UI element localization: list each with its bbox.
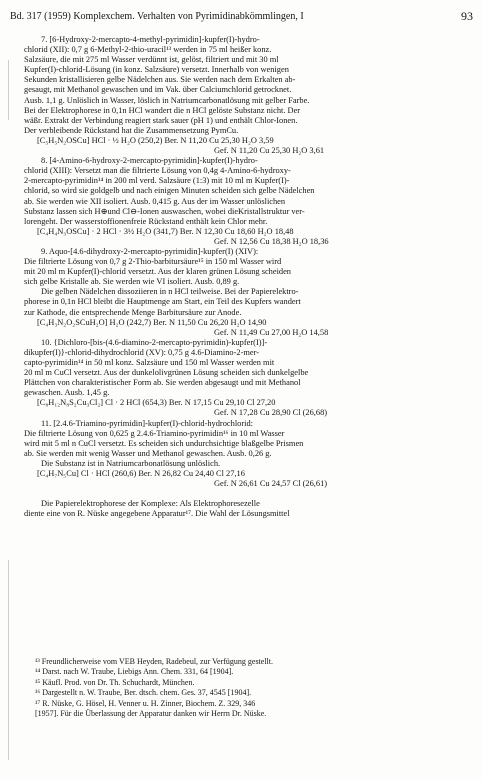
body-line: Gef. N 11,20 Cu 25,30 H₂O 3,61: [214, 146, 325, 156]
body-line: Die Substanz ist in Natriumcarbonatlösung unlöslich.: [41, 458, 221, 468]
body-line: Substanz lassen sich H⊕und Cl⊖-Ionen auswaschen, wobei dieKristallstruktur ver-: [24, 206, 305, 216]
body-line: capto-pyrimidin¹⁴ in 50 ml konz. Salzsäure und 150 ml Wasser werden mit: [24, 358, 275, 367]
body-line: [C₄H₇N₅Cu] Cl · HCl (260,6) Ber. N 26,82 Cu 24,40 Cl 27,16: [37, 469, 245, 479]
footnote: ¹⁵ Käufl. Prod. von Dr. Th. Schuchardt, München.: [35, 677, 195, 687]
body-line: Die filtrierte Lösung von 0,7 g 2-Thio-barbitursäure¹⁵ in 150 ml Wasser wird: [24, 257, 282, 267]
body-line: chlorid (XIII): Versetzt man die filtrierte Lösung von 0,4g 4-Amino-6-hydroxy-: [24, 166, 291, 176]
footnote: ¹⁶ Dargestellt n. W. Traube, Ber. dtsch. chem. Ges. 37, 4545 [1904].: [35, 688, 252, 698]
body-line: ab. Sie werden mit wenig Wasser und Methanol gewaschen. Ausb. 0,26 g.: [24, 448, 272, 458]
running-header-title: Bd. 317 (1959) Komplexchem. Verhalten von Pyrimidinabkömmlingen, I: [10, 11, 304, 22]
footnotes: [35, 657, 465, 719]
body-line: wird mit 5 ml n CuCl versetzt. Es scheiden sich undurchsichtige blaßgelbe Prismen: [24, 438, 304, 448]
body-line: 9. Aquo-[4.6-dihydroxy-2-mercapto-pyrimidin]-kupfer(I) (XIV):: [41, 246, 259, 256]
body-line: Die filtrierte Lösung von 0,625 g 2.4.6-Triamino-pyrimidin¹⁶ in 10 ml Wasser: [24, 428, 285, 438]
footnote: ¹⁷ R. Nüske, G. Hösel, H. Venner u. H. Zinner, Biochem. Z. 329, 346: [35, 698, 256, 708]
body-line: diente eine von R. Nüske angegebene Apparatur¹⁷. Die Wahl der Lösungsmittel: [24, 509, 290, 519]
body-line: lorengeht. Der wasserstoffionenfreie Rückstand enthält kein Chlor mehr.: [24, 216, 268, 226]
body-line: Salzsäure, die mit 275 ml Wasser verdünnt ist, gelöst, filtriert und mit 30 ml: [24, 55, 279, 65]
body-line: Die Papierelektrophorese der Komplexe: Als Elektrophoresezelle: [41, 499, 260, 509]
body-line: zur Kathode, die entsprechende Menge Barbitursäure zur Anode.: [24, 307, 242, 317]
body-line: [C₄H₃N₂O₂SCuH₂O] H₂O (242,7) Ber. N 11,50 Cu 26,20 H₂O 14,90: [37, 317, 267, 327]
body-line: [24, 489, 450, 499]
body-line: wäßr. Extrakt der Verbindung reagiert stark sauer (pH 1) und enthält Chlor-Ionen.: [24, 115, 298, 125]
body-line: 10. {Dichloro-[bis-(4.6-diamino-2-mercapto-pyrimidin)-kupfer(I)]-: [41, 337, 268, 347]
body-line: chlorid, so wird sie goldgelb und nach einigen Minuten scheiden sich gelbe Nädelchen: [24, 186, 315, 196]
body-line: mit 20 ml m Kupfer(I)-chlorid versetzt. Aus der klaren grünen Lösung scheiden: [24, 267, 291, 277]
body-line: sich gelbe Kristalle ab. Sie werden wie VI isoliert. Ausb. 0,89 g.: [24, 277, 240, 287]
body-line: dikupfer(I)}-chlorid-dihydrochlorid (XV): 0,75 g 4.6-Diamino-2-mer-: [24, 347, 260, 357]
body-line: Gef. N 17,28 Cu 28,90 Cl (26,68): [214, 408, 328, 418]
scan-edge-line-lower: [8, 560, 9, 760]
body-line: 11. [2.4.6-Triamino-pyrimidin]-kupfer(I)-chlorid-hydrochlorid:: [41, 418, 253, 428]
footnote: [1957]. Für die Überlassung der Apparatur danken wir Herrn Dr. Nüske.: [35, 708, 267, 718]
running-header: [10, 10, 473, 24]
footnote: ¹⁴ Darst. nach W. Traube, Liebigs Ann. Chem. 331, 64 [1904].: [35, 667, 234, 677]
scan-edge-line: [8, 60, 9, 120]
body-line: gewaschen. Ausb. 1,45 g.: [24, 388, 110, 398]
body-line: ab. Sie werden wie XII isoliert. Ausb. 0,415 g. Aus der im Wasser unlöslichen: [24, 196, 286, 206]
body-line: [C₈H₁₂N₈S₂Cu₃Cl₂] Cl · 2 HCl (654,3) Ber. N 17,15 Cu 29,10 Cl 27,20: [37, 398, 276, 408]
body-line: gesaugt, mit Methanol gewaschen und im Vak. über Calciumchlorid getrocknet.: [24, 85, 292, 95]
body-line: 8. [4-Amino-6-hydroxy-2-mercapto-pyrimidin]-kupfer(I)-hydro-: [41, 156, 258, 166]
body-line: Gef. N 11,49 Cu 27,00 H₂O 14,58: [214, 327, 329, 337]
body-line: 7. [6-Hydroxy-2-mercapto-4-methyl-pyrimidin]-kupfer(I)-hydro-: [41, 35, 260, 44]
body-line: Der verbleibende Rückstand hat die Zusammensetzung PymCu.: [24, 125, 239, 135]
body-line: Bei der Elektrophorese in 0,1n HCl wandert die n HCl gelöste Substanz nicht. Der: [24, 105, 301, 115]
body-line: Die gelben Nädelchen dissoziieren in n HCl teilweise. Bei der Papierelektro-: [41, 287, 299, 297]
body-line: Plättchen von charakteristischer Form ab. Sie werden abgesaugt und mit Methanol: [24, 378, 301, 388]
footnote: ¹³ Freundlicherweise vom VEB Heyden, Radebeul, zur Verfügung gestellt.: [35, 657, 273, 666]
body-line: Gef. N 26,61 Cu 24,57 Cl (26,61): [214, 479, 328, 489]
body-line: chlorid (XII): 0,7 g 6-Methyl-2-thio-uracil¹³ werden in 75 ml heißer konz.: [24, 45, 272, 55]
body-line: Gef. N 12,56 Cu 18,38 H₂O 18,36: [214, 236, 329, 246]
page-number: 93: [461, 9, 473, 23]
body-line: Ausb. 1,1 g. Unlöslich in Wasser, löslich in Natriumcarbonatlösung mit gelber Farbe.: [24, 95, 310, 105]
body-line: [C₄H₄N₃OSCu] · 2 HCl · 3½ H₂O (341,7) Ber. N 12,30 Cu 18,60 H₂O 18,48: [37, 226, 294, 236]
body-line: 20 ml m CuCl versetzt. Aus der dunkelolivgrünen Lösung scheiden sich dunkelgelbe: [24, 368, 309, 378]
body-line: Kupfer(I)-chlorid-Lösung (in konz. Salzsäure) versetzt. Innerhalb von wenigen: [24, 65, 289, 75]
body-text: [24, 35, 450, 520]
body-line: Sekunden kristallisieren gelbe Nädelchen aus. Sie werden nach dem Erkalten ab-: [24, 75, 296, 85]
body-line: 2-mercapto-pyrimidin¹⁴ in 200 ml verd. Salzsäure (1:3) mit 10 ml m Kupfer(I)-: [24, 176, 290, 186]
body-line: phorese in 0,1n HCl bleibt die Hauptmenge am Start, ein Teil des Kupfers wandert: [24, 297, 301, 307]
body-line: [C₅H₅N₂OSCu] HCl · ½ H₂O (250,2) Ber. N 11,20 Cu 25,30 H₂O 3,59: [37, 135, 274, 145]
